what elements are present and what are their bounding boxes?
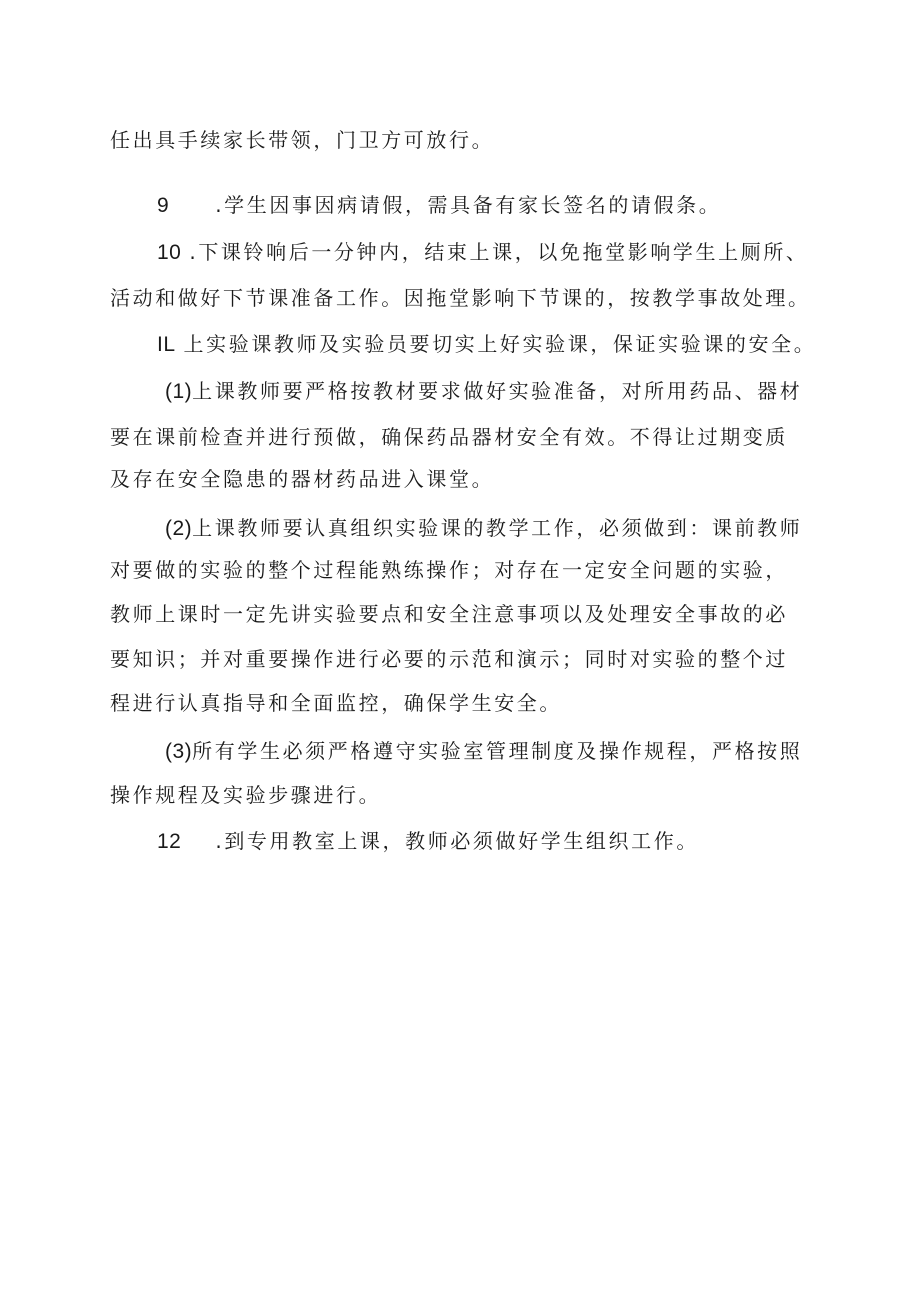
line-text: 及存在安全隐患的器材药品进入课堂。: [110, 467, 495, 491]
line-text: 程进行认真指导和全面监控，确保学生安全。: [110, 691, 562, 715]
item-number-9: 9: [157, 194, 170, 217]
sub-3-line-2: [110, 780, 381, 810]
line-text: 操作规程及实验步骤进行。: [110, 783, 382, 807]
item-10-line-2: [110, 283, 811, 313]
line-text: 要知识；并对重要操作进行必要的示范和演示；同时对实验的整个过: [110, 647, 788, 671]
line-text: 任出具手续家长带领，门卫方可放行。: [110, 128, 495, 152]
item-number-10: 10: [157, 241, 182, 264]
line-text: 要在课前检查并进行预做，确保药品器材安全有效。不得让过期变质: [110, 425, 788, 449]
sub-2-line-2: [110, 555, 788, 585]
sub-2-line-4: [110, 644, 788, 674]
line-text: 对要做的实验的整个过程能熟练操作；对存在一定安全问题的实验，: [110, 558, 788, 582]
sub-1-line-3: [110, 464, 494, 494]
item-10-line-1: [157, 237, 809, 268]
line-text: .学生因事因病请假，需具备有家长签名的请假条。: [215, 193, 722, 217]
item-9-line: [157, 190, 721, 221]
line-text: 上课教师要严格按教材要求做好实验准备，对所用药品、器材: [192, 379, 803, 403]
line-text: 教师上课时一定先讲实验要点和安全注意事项以及处理安全事故的必: [110, 602, 788, 626]
line-text: .到专用教室上课，教师必须做好学生组织工作。: [215, 829, 699, 853]
sub-number-2: (2): [165, 517, 193, 540]
item-number-11: IL: [157, 333, 176, 356]
sub-2-line-5: [110, 688, 562, 718]
line-text: 所有学生必须严格遵守实验室管理制度及操作规程，严格按照: [192, 739, 803, 763]
sub-1-line-1: [165, 376, 802, 407]
item-11-line: [157, 329, 816, 360]
line-text: .下课铃响后一分钟内，结束上课，以免拖堂影响学生上厕所、: [189, 240, 809, 264]
paragraph-line-1: [110, 125, 494, 155]
line-text: 上实验课教师及实验员要切实上好实验课，保证实验课的安全。: [183, 332, 817, 356]
item-number-12: 12: [157, 830, 182, 853]
line-text: 上课教师要认真组织实验课的教学工作，必须做到：课前教师: [192, 516, 803, 540]
sub-number-1: (1): [165, 380, 193, 403]
sub-2-line-1: [165, 513, 802, 544]
sub-number-3: (3): [165, 740, 193, 763]
item-12-line: [157, 826, 699, 857]
sub-1-line-2: [110, 422, 788, 452]
line-text: 活动和做好下节课准备工作。因拖堂影响下节课的，按教学事故处理。: [110, 286, 811, 310]
sub-3-line-1: [165, 736, 802, 767]
sub-2-line-3: [110, 599, 788, 629]
